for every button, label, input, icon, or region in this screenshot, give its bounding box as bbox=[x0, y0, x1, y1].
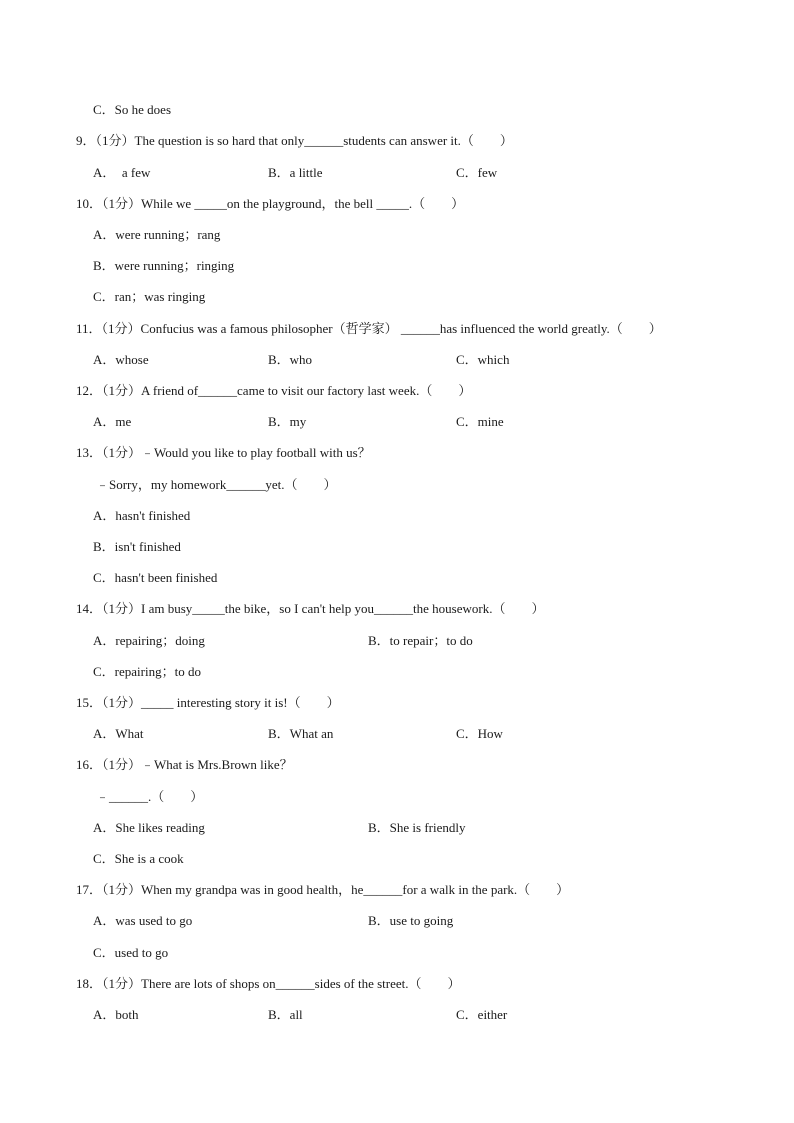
q18-option-c: C．either bbox=[456, 1007, 508, 1022]
q11-option-a: A．whose bbox=[93, 352, 149, 367]
q12-stem: 12．（1分）A friend of______came to visit our factory last week.（ ） bbox=[76, 383, 472, 398]
q16-stem: 16．（1分）﹣What is Mrs.Brown like？ bbox=[76, 757, 293, 772]
q14-stem: 14．（1分）I am busy_____the bike，so I can't help you______the housework.（ ） bbox=[76, 601, 545, 616]
q11-stem: 11．（1分）Confucius was a famous philosopher（哲学家） ______has influenced the world greatly.（ ） bbox=[76, 321, 662, 336]
q10-stem: 10．（1分）While we _____on the playground，the bell _____.（ ） bbox=[76, 196, 465, 211]
q12-option-c: C．mine bbox=[456, 414, 504, 429]
q11-option-c: C．which bbox=[456, 352, 510, 367]
q15-stem: 15．（1分）_____ interesting story it is!（ ） bbox=[76, 695, 340, 710]
q13-option-a: A．hasn't finished bbox=[93, 508, 191, 523]
q9-option-a: A． a few bbox=[93, 165, 151, 180]
q18-option-b: B．all bbox=[268, 1007, 303, 1022]
q13-option-c: C．hasn't been finished bbox=[93, 570, 218, 585]
q10-option-b: B．were running；ringing bbox=[93, 258, 235, 273]
q13-stem: 13．（1分）﹣Would you like to play football with us？ bbox=[76, 445, 371, 460]
q8-option-c: C．So he does bbox=[93, 102, 172, 117]
q16-option-b: B．She is friendly bbox=[368, 820, 466, 835]
q12-option-a: A．me bbox=[93, 414, 132, 429]
q9-option-c: C．few bbox=[456, 165, 498, 180]
q16-option-c: C．She is a cook bbox=[93, 851, 184, 866]
q15-option-c: C．How bbox=[456, 726, 503, 741]
q17-option-c: C．used to go bbox=[93, 945, 169, 960]
q15-option-a: A．What bbox=[93, 726, 144, 741]
q18-stem: 18．（1分）There are lots of shops on______sides of the street.（ ） bbox=[76, 976, 461, 991]
q18-option-a: A．both bbox=[93, 1007, 139, 1022]
q13-option-b: B．isn't finished bbox=[93, 539, 181, 554]
q14-option-b: B．to repair；to do bbox=[368, 633, 473, 648]
q17-option-a: A．was used to go bbox=[93, 913, 193, 928]
q10-option-a: A．were running；rang bbox=[93, 227, 221, 242]
q16-response: ﹣______.（ ） bbox=[96, 789, 204, 804]
q15-option-b: B．What an bbox=[268, 726, 334, 741]
q16-option-a: A．She likes reading bbox=[93, 820, 205, 835]
q11-option-b: B．who bbox=[268, 352, 313, 367]
q17-stem: 17．（1分）When my grandpa was in good health，he______for a walk in the park.（ ） bbox=[76, 882, 570, 897]
q9-option-b: B．a little bbox=[268, 165, 323, 180]
q12-option-b: B．my bbox=[268, 414, 307, 429]
q14-option-a: A．repairing；doing bbox=[93, 633, 205, 648]
q13-response: ﹣Sorry，my homework______yet.（ ） bbox=[96, 477, 337, 492]
q14-option-c: C．repairing；to do bbox=[93, 664, 201, 679]
q9-stem: 9．（1分）The question is so hard that only______students can answer it.（ ） bbox=[76, 133, 513, 148]
q10-option-c: C．ran；was ringing bbox=[93, 289, 206, 304]
q17-option-b: B．use to going bbox=[368, 913, 454, 928]
